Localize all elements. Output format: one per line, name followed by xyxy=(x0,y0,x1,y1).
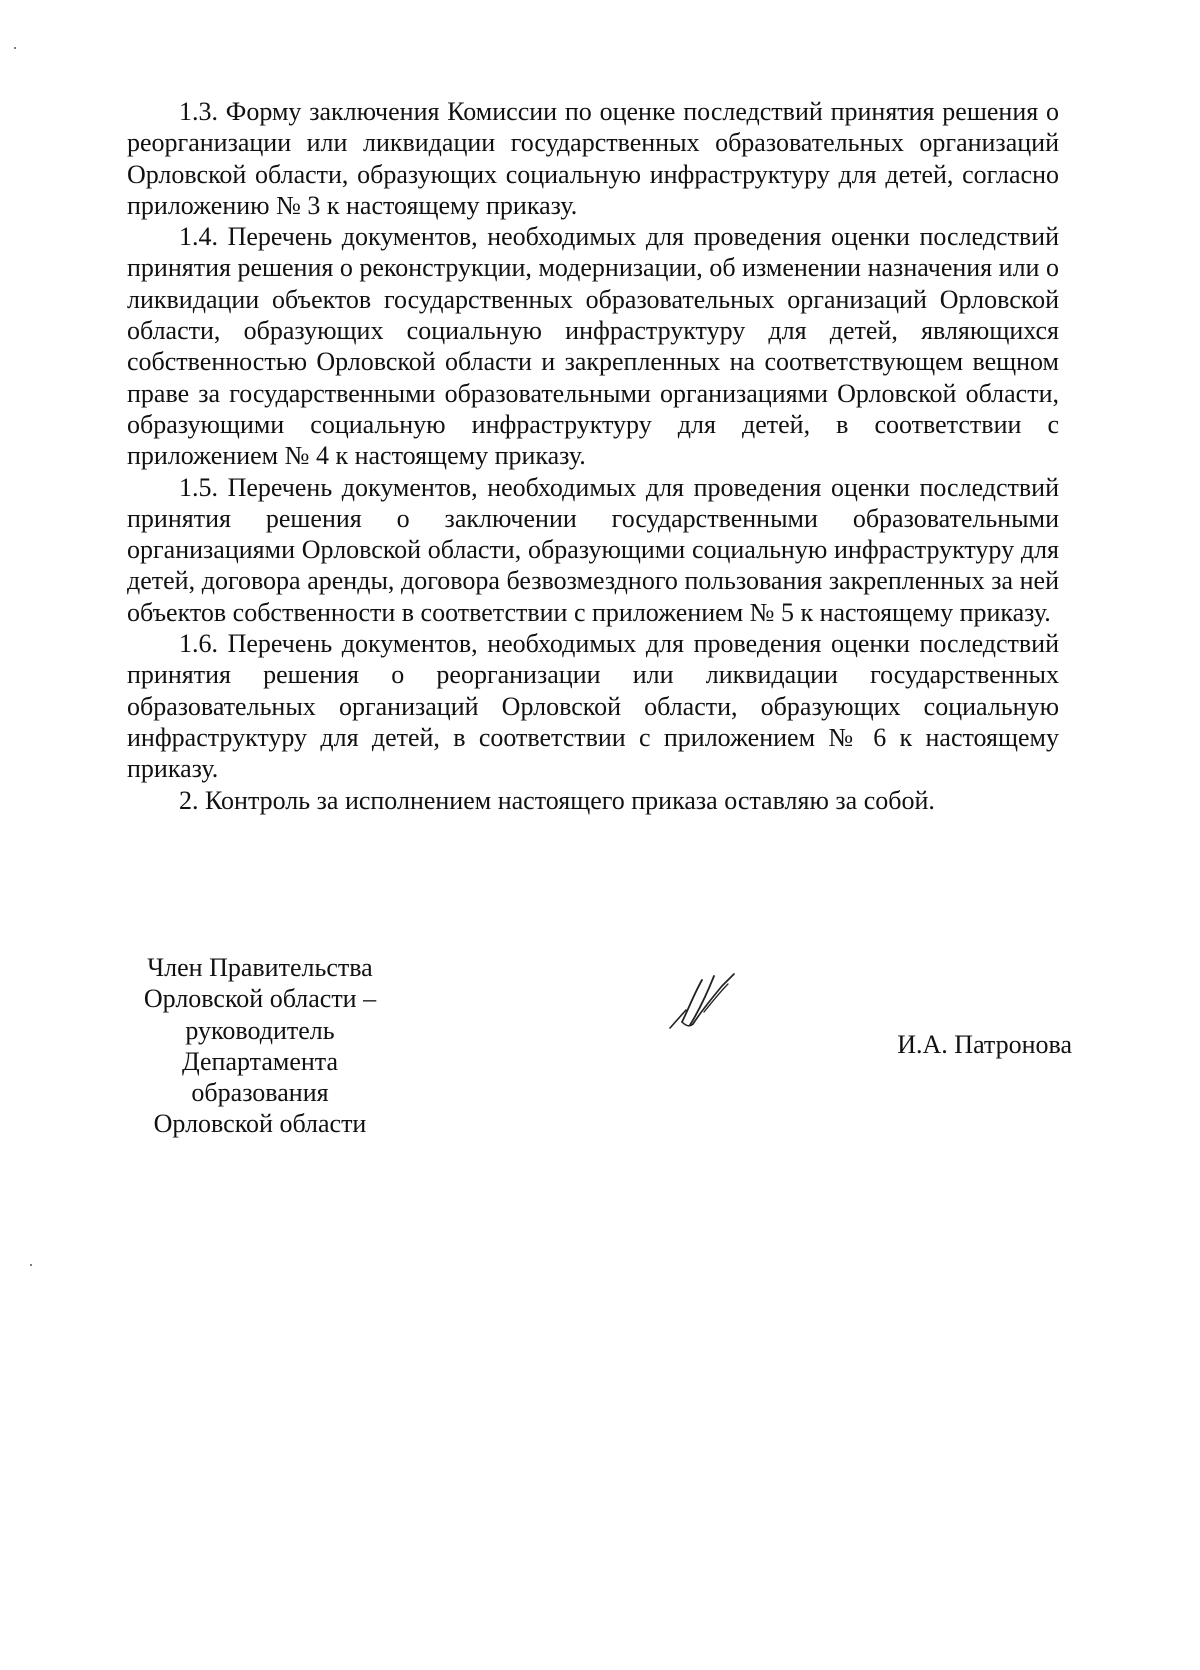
paragraph-1-6: 1.6. Перечень документов, необходимых для проведения оценки последствий принятия решения о реорганизации или ликвидации государственных образовательных организаций Орловской области, образующих социальную инфраструктуру для детей, в соответствии с приложением № 6 к настоящему приказу. xyxy=(127,629,1059,784)
scan-speck xyxy=(14,47,16,49)
paragraph-2: 2. Контроль за исполнением настоящего приказа оставляю за собой. xyxy=(179,785,935,815)
position-line: руководитель xyxy=(185,1015,335,1045)
handwritten-signature xyxy=(668,970,764,1032)
document-body xyxy=(127,96,1059,816)
signatory-position xyxy=(115,952,405,1140)
position-line: Орловской области – xyxy=(143,984,377,1014)
paragraph-1-4: 1.4. Перечень документов, необходимых для проведения оценки последствий принятия решения о реконструкции, модернизации, об изменении назначения или о ликвидации объектов государственных образовательных организаций Орловской области, образующих социальную инфраструктуру для детей, являющихся собственностью Орловской области и закрепленных на соответствующем вещном праве за государственными образовательными организациями Орловской области, образующими социальную инфраструктуру для детей, в соответствии с приложением № 4 к настоящему приказу. xyxy=(127,222,1059,471)
position-line: Член Правительства xyxy=(147,953,373,982)
paragraph-1-5: 1.5. Перечень документов, необходимых для проведения оценки последствий принятия решения о заключении государственными образовательными организациями Орловской области, образующими социальную инфраструктуру для детей, договора аренды, договора безвозмездного пользования закрепленных за ней объектов собственности в соответствии с приложением № 5 к настоящему приказу. xyxy=(127,472,1059,627)
signer-name: И.А. Патронова xyxy=(897,1030,1072,1059)
scan-speck xyxy=(30,1264,32,1266)
position-line: Орловской области xyxy=(153,1109,367,1139)
paragraph-1-3: 1.3. Форму заключения Комиссии по оценке последствий принятия решения о реорганизации или ликвидации государственных образовательных организаций Орловской области, образующих социальную инфраструктуру для детей, согласно приложению № 3 к настоящему приказу. xyxy=(127,97,1059,220)
position-line: Департамента xyxy=(181,1046,339,1076)
position-line: образования xyxy=(191,1078,329,1108)
